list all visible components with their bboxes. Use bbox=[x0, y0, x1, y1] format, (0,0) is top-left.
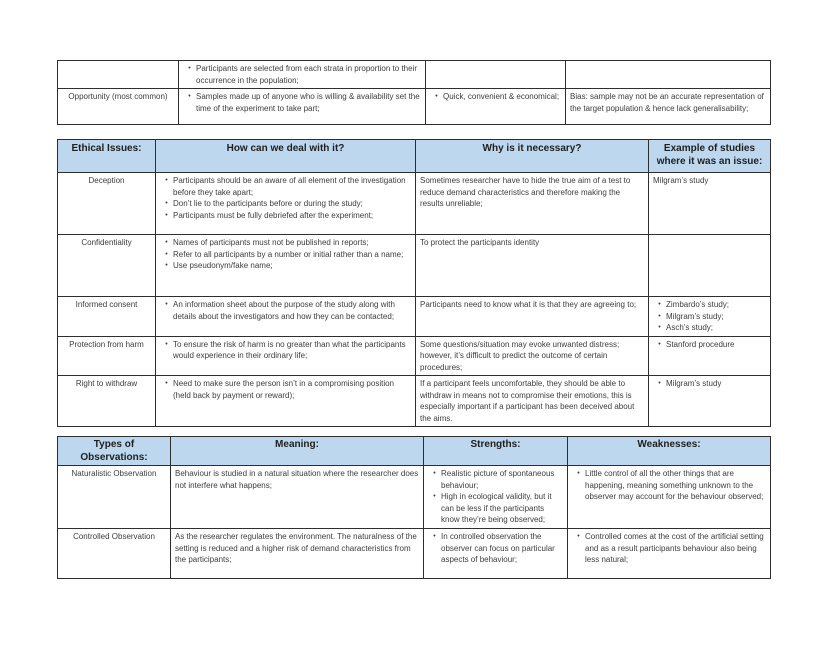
sampling-method-cell: Opportunity (most common) bbox=[58, 89, 179, 125]
table-row bbox=[58, 336, 771, 376]
bullet-item bbox=[653, 378, 766, 390]
sampling-table bbox=[57, 60, 771, 125]
bullet-item bbox=[572, 531, 766, 566]
issue-cell: Right to withdraw bbox=[58, 376, 156, 427]
bullet-dot: • bbox=[165, 200, 168, 207]
table-row bbox=[58, 235, 771, 297]
bullet-text: An information sheet about the purpose of the study along with details about the investigators and how they can be contacted; bbox=[173, 300, 395, 321]
example-cell bbox=[649, 376, 771, 427]
bullet-dot: • bbox=[433, 493, 436, 500]
table-row bbox=[58, 173, 771, 235]
bullet-dot: • bbox=[165, 340, 168, 348]
bullet-dot: • bbox=[433, 470, 436, 477]
bullet-text: Use pseudonym/fake name; bbox=[173, 261, 273, 270]
bullet-dot: • bbox=[658, 380, 661, 387]
issue-cell: Deception bbox=[58, 173, 156, 235]
why-cell: Sometimes researcher have to hide the true aim of a test to reduce demand characteristics and therefore making the results unreliable; bbox=[416, 173, 649, 235]
bullet-item bbox=[160, 260, 411, 272]
bullet-text: Participants are selected from each strata in proportion to their occurrence in the population; bbox=[196, 64, 417, 85]
bullet-dot: • bbox=[165, 301, 168, 308]
meaning-cell: Behaviour is studied in a natural situation where the researcher does not interfere what happens; bbox=[171, 466, 424, 529]
bullet-dot: • bbox=[433, 533, 436, 540]
issue-cell: Informed consent bbox=[58, 297, 156, 337]
bullet-item bbox=[183, 63, 421, 86]
bullet-text: Little control of all the other things that are happening, meaning something unknown to the observer may account for the behaviour observed; bbox=[585, 469, 764, 501]
bullet-item bbox=[653, 339, 766, 351]
bullet-text: Controlled comes at the cost of the artificial setting and as a result participants behaviour also being less natural; bbox=[585, 532, 764, 564]
ethical-issues-table bbox=[57, 139, 771, 427]
sampling-pros-cell bbox=[426, 61, 566, 89]
table-row bbox=[58, 529, 771, 579]
bullet-dot: • bbox=[577, 470, 580, 477]
bullet-item bbox=[160, 237, 411, 249]
bullet-text: High in ecological validity, but it can be less if the participants know they’re being observed; bbox=[441, 492, 552, 524]
bullet-item bbox=[160, 175, 411, 198]
header-types-observations: Types of Observations: bbox=[58, 437, 171, 466]
issue-cell: Protection from harm bbox=[58, 336, 156, 376]
bullet-dot: • bbox=[188, 93, 191, 100]
bullet-item bbox=[428, 468, 563, 491]
meaning-cell: As the researcher regulates the environment. The naturalness of the setting is reduced and a higher risk of demand characteristics from the participants; bbox=[171, 529, 424, 579]
bullet-item bbox=[160, 339, 411, 362]
bullet-text: Names of participants must not be published in reports; bbox=[173, 238, 369, 247]
bullet-text: Don’t lie to the participants before or during the study; bbox=[173, 199, 363, 208]
bullet-text: To ensure the risk of harm is no greater than what the participants would experience in their ordinary life; bbox=[173, 339, 406, 360]
bullet-text: Realistic picture of spontaneous behaviour; bbox=[441, 469, 555, 490]
bullet-item bbox=[428, 531, 563, 566]
bullet-item bbox=[653, 322, 766, 334]
issue-cell: Confidentiality bbox=[58, 235, 156, 297]
observation-type-cell: Naturalistic Observation bbox=[58, 466, 171, 529]
bullet-dot: • bbox=[435, 93, 438, 100]
header-meaning: Meaning: bbox=[171, 437, 424, 466]
why-cell: If a participant feels uncomfortable, they should be able to withdraw in means not to compromise their emotions, this is especially important if a participant has been deceived about the aims. bbox=[416, 376, 649, 427]
example-cell bbox=[649, 336, 771, 376]
table-row bbox=[58, 89, 771, 125]
bullet-text: Participants must be fully debriefed after the experiment; bbox=[173, 210, 374, 220]
deal-cell bbox=[156, 173, 416, 235]
header-strengths: Strengths: bbox=[424, 437, 568, 466]
deal-cell bbox=[156, 376, 416, 427]
why-cell: Participants need to know what it is that they are agreeing to; bbox=[416, 297, 649, 337]
bullet-item bbox=[428, 491, 563, 526]
bullet-item bbox=[160, 198, 411, 210]
strengths-cell bbox=[424, 466, 568, 529]
bullet-item bbox=[160, 210, 411, 222]
sampling-description-cell bbox=[179, 61, 426, 89]
why-cell: To protect the participants identity bbox=[416, 235, 649, 297]
bullet-text: Need to make sure the person isn’t in a compromising position (held back by payment or reward); bbox=[173, 379, 394, 400]
header-example-studies: Example of studies where it was an issue: bbox=[649, 140, 771, 173]
bullet-text: Zimbardo’s study; bbox=[666, 300, 729, 309]
bullet-dot: • bbox=[577, 533, 580, 540]
bullet-dot: • bbox=[165, 380, 168, 387]
bullet-dot: • bbox=[165, 262, 168, 269]
example-cell: Milgram’s study bbox=[649, 173, 771, 235]
bullet-text: Samples made up of anyone who is willing & availability set the time of the experiment to take part; bbox=[196, 92, 420, 113]
bullet-item bbox=[160, 378, 411, 401]
why-cell: Some questions/situation may evoke unwanted distress; however, it’s difficult to predict the outcome of certain procedures; bbox=[416, 336, 649, 376]
bullet-item bbox=[572, 468, 766, 503]
header-row bbox=[58, 437, 771, 466]
strengths-cell bbox=[424, 529, 568, 579]
deal-cell bbox=[156, 336, 416, 376]
table-row bbox=[58, 297, 771, 337]
bullet-text: Asch’s study; bbox=[666, 323, 713, 332]
sampling-method-cell bbox=[58, 61, 179, 89]
bullet-text: Participants should be an aware of all element of the investigation before they take apart; bbox=[173, 176, 406, 197]
weaknesses-cell bbox=[568, 529, 771, 579]
bullet-text: Milgram’s study; bbox=[666, 311, 724, 321]
bullet-item bbox=[653, 299, 766, 311]
bullet-dot: • bbox=[658, 324, 661, 331]
bullet-text: Stanford procedure bbox=[666, 339, 735, 349]
sampling-pros-cell bbox=[426, 89, 566, 125]
table-row bbox=[58, 376, 771, 427]
bullet-text: Quick, convenient & economical; bbox=[443, 92, 560, 101]
sampling-cons-cell: Bias: sample may not be an accurate representation of the target population & hence lack generalisability; bbox=[566, 89, 771, 125]
bullet-item bbox=[653, 311, 766, 323]
observations-table bbox=[57, 436, 771, 579]
bullet-text: Refer to all participants by a number or initial rather than a name; bbox=[173, 249, 404, 259]
bullet-dot: • bbox=[658, 312, 661, 320]
header-row bbox=[58, 140, 771, 173]
example-cell bbox=[649, 297, 771, 337]
deal-cell bbox=[156, 297, 416, 337]
table-row bbox=[58, 466, 771, 529]
bullet-item bbox=[160, 249, 411, 261]
bullet-item bbox=[160, 299, 411, 322]
bullet-text: In controlled observation the observer can focus on particular aspects of behaviour; bbox=[441, 532, 555, 564]
bullet-item bbox=[430, 91, 561, 103]
bullet-text: Milgram’s study bbox=[666, 379, 722, 388]
bullet-dot: • bbox=[188, 65, 191, 72]
bullet-dot: • bbox=[658, 340, 661, 348]
header-ethical-issues: Ethical Issues: bbox=[58, 140, 156, 173]
observation-type-cell: Controlled Observation bbox=[58, 529, 171, 579]
header-weaknesses: Weaknesses: bbox=[568, 437, 771, 466]
bullet-dot: • bbox=[165, 177, 168, 184]
bullet-dot: • bbox=[165, 239, 168, 246]
bullet-dot: • bbox=[165, 250, 168, 258]
table-row bbox=[58, 61, 771, 89]
sampling-description-cell bbox=[179, 89, 426, 125]
example-cell bbox=[649, 235, 771, 297]
bullet-item bbox=[183, 91, 421, 114]
deal-cell bbox=[156, 235, 416, 297]
bullet-dot: • bbox=[165, 211, 168, 219]
weaknesses-cell bbox=[568, 466, 771, 529]
bullet-dot: • bbox=[658, 301, 661, 308]
header-why-necessary: Why is it necessary? bbox=[416, 140, 649, 173]
header-how-deal: How can we deal with it? bbox=[156, 140, 416, 173]
sampling-cons-cell bbox=[566, 61, 771, 89]
